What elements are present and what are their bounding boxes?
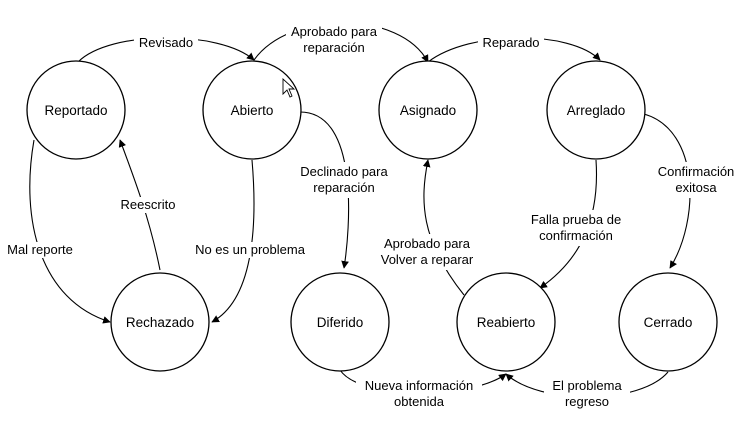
label-nueva-info-1: Nueva información — [364, 378, 474, 393]
label-aprobado-volver-1: Aprobado para — [383, 236, 471, 251]
label-reescrito: Reescrito — [120, 197, 176, 212]
edge-no-problema — [212, 160, 254, 322]
state-asignado-label: Asignado — [399, 103, 457, 118]
state-asignado — [379, 61, 477, 159]
label-confirmacion-1: Confirmación — [657, 164, 735, 179]
state-arreglado-label: Arreglado — [566, 103, 626, 118]
state-reabierto-label: Reabierto — [476, 315, 536, 330]
label-aprobado-volver-2: Volver a reparar — [380, 252, 474, 267]
state-diferido — [291, 273, 389, 371]
label-problema-regreso-1: El problema — [552, 378, 622, 393]
label-declinado-2: reparación — [313, 180, 375, 195]
edge-aprobado-volver — [424, 160, 464, 295]
label-falla-1: Falla prueba de — [530, 212, 622, 227]
label-problema-regreso-2: regreso — [564, 394, 610, 409]
label-falla-2: confirmación — [539, 228, 613, 243]
edge-mal-reporte — [30, 140, 110, 322]
label-declinado-1: Declinado para — [300, 164, 388, 179]
label-confirmacion-2: exitosa — [675, 180, 717, 195]
state-rechazado-label: Rechazado — [125, 315, 195, 330]
state-diferido-label: Diferido — [316, 315, 364, 330]
label-nueva-info-2: obtenida — [394, 394, 444, 409]
label-no-problema: No es un problema — [195, 242, 305, 257]
state-rechazado — [111, 273, 209, 371]
label-reparado: Reparado — [482, 35, 540, 50]
state-arreglado — [547, 61, 645, 159]
state-cerrado — [619, 273, 717, 371]
state-reabierto — [457, 273, 555, 371]
state-cerrado-label: Cerrado — [643, 315, 693, 330]
label-revisado: Revisado — [138, 35, 194, 50]
state-reportado — [27, 61, 125, 159]
label-mal-reporte: Mal reporte — [7, 242, 73, 257]
state-abierto-label: Abierto — [230, 103, 274, 118]
state-abierto — [203, 61, 301, 159]
state-reportado-label: Reportado — [44, 103, 108, 118]
label-aprobado-reparacion-2: reparación — [303, 40, 365, 55]
label-aprobado-reparacion-1: Aprobado para — [290, 24, 378, 39]
